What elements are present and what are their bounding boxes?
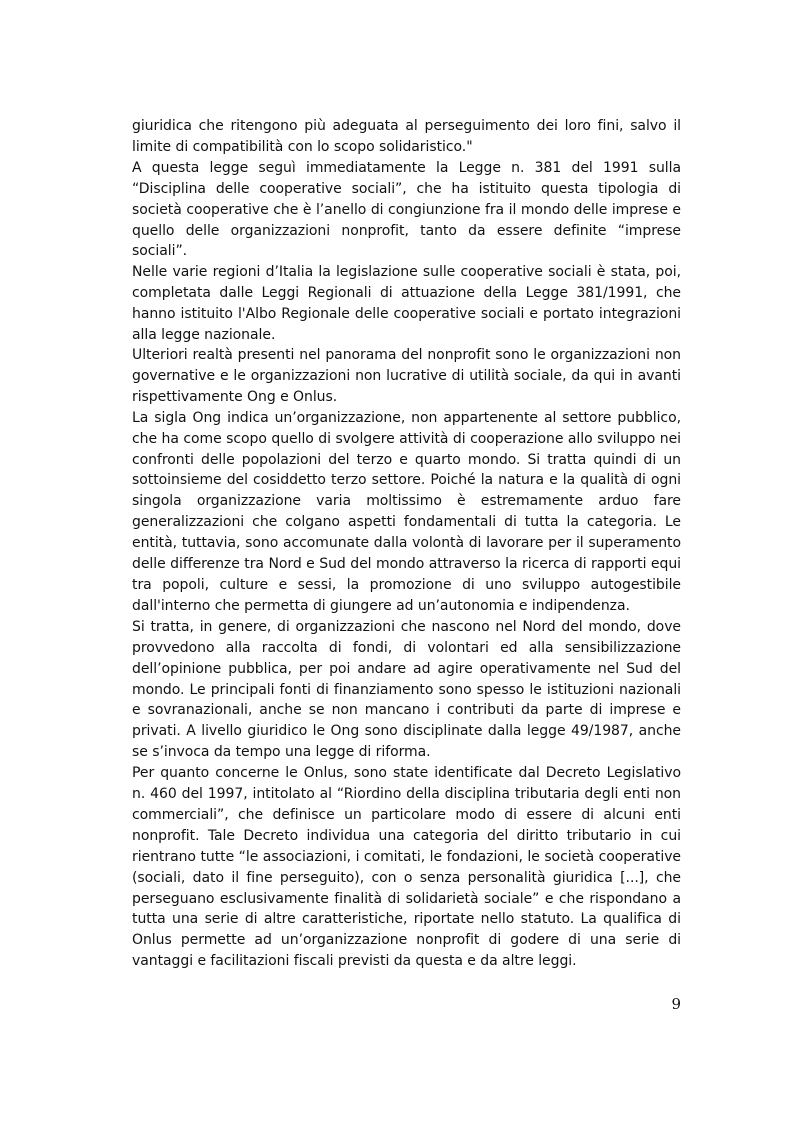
paragraph-law-381: A questa legge seguì immediatamente la Legge n. 381 del 1991 sulla “Disciplina delle cooperative sociali”, che ha istituito questa tipologia di società cooperative che è l’anello di congiunzione fra il mondo delle imprese e quello delle organizzazioni nonprofit, tanto da essere definite “imprese sociali”.: [132, 159, 681, 260]
paragraph-ong-onlus-intro: Ulteriori realtà presenti nel panorama del nonprofit sono le organizzazioni non governative e le organizzazioni non lucrative di utilità sociale, da qui in avanti rispettivamente Ong e Onlus.: [132, 347, 681, 405]
paragraph-regional-laws: Nelle varie regioni d’Italia la legislazione sulle cooperative sociali è stata, poi, completata dalle Leggi Regionali di attuazione della Legge 381/1991, che hanno istituito l'Albo Regionale delle cooperative sociali e portato integrazioni alla legge nazionale.: [132, 264, 681, 344]
page-number: 9: [671, 995, 681, 1013]
text-section-cooperatives: [132, 116, 681, 346]
text-section-ong-onlus: [132, 345, 681, 972]
paragraph-onlus-definition: Per quanto concerne le Onlus, sono state identificate dal Decreto Legislativo n. 460 del 1997, intitolato al “Riordino della disciplina tributaria degli enti non commerciali”, che definisce un particolare modo di essere di alcuni enti nonprofit. Tale Decreto individua una categoria del diritto tributario in cui rientrano tutte “le associazioni, i comitati, le fondazioni, le società cooperative (sociali, dato il fine perseguito), con o senza personalità giuridica [...], che perseguano esclusivamente finalità di solidarietà sociale” e che rispondano a tutta una serie di altre caratteristiche, riportate nello statuto. La qualifica di Onlus permette ad un’organizzazione nonprofit di godere di una serie di vantaggi e facilitazioni fiscali previsti da questa e da altre leggi.: [132, 765, 681, 970]
paragraph-ong-definition: La sigla Ong indica un’organizzazione, non appartenente al settore pubblico, che ha come scopo quello di svolgere attività di cooperazione allo sviluppo nei confronti delle popolazioni del terzo e quarto mondo. Si tratta quindi di un sottoinsieme del cosiddetto terzo settore. Poiché la natura e la qualità di ogni singola organizzazione varia moltissimo è estremamente arduo fare generalizzazioni che colgano aspetti fondamentali di tutta la categoria. Le entità, tuttavia, sono accomunate dalla volontà di lavorare per il superamento delle differenze tra Nord e Sud del mondo attraverso la ricerca di rapporti equi tra popoli, culture e sessi, la promozione di uno sviluppo autogestibile dall'interno che permetta di giungere ad un’autonomia e indipendenza.: [132, 409, 681, 614]
paragraph-ong-operations: Si tratta, in genere, di organizzazioni che nascono nel Nord del mondo, dove provvedono alla raccolta di fondi, di volontari ed alla sensibilizzazione dell’opinione pubblica, per poi andare ad agire operativamente nel Sud del mondo. Le principali fonti di finanziamento sono spesso le istituzioni nazionali e sovranazionali, anche se non mancano i contributi da parte di imprese e privati. A livello giuridico le Ong sono disciplinate dalla legge 49/1987, anche se s’invoca da tempo una legge di riforma.: [132, 618, 681, 761]
paragraph-legal-form-conclusion: giuridica che ritengono più adeguata al perseguimento dei loro fini, salvo il limite di compatibilità con lo scopo solidaristico.": [132, 118, 681, 155]
